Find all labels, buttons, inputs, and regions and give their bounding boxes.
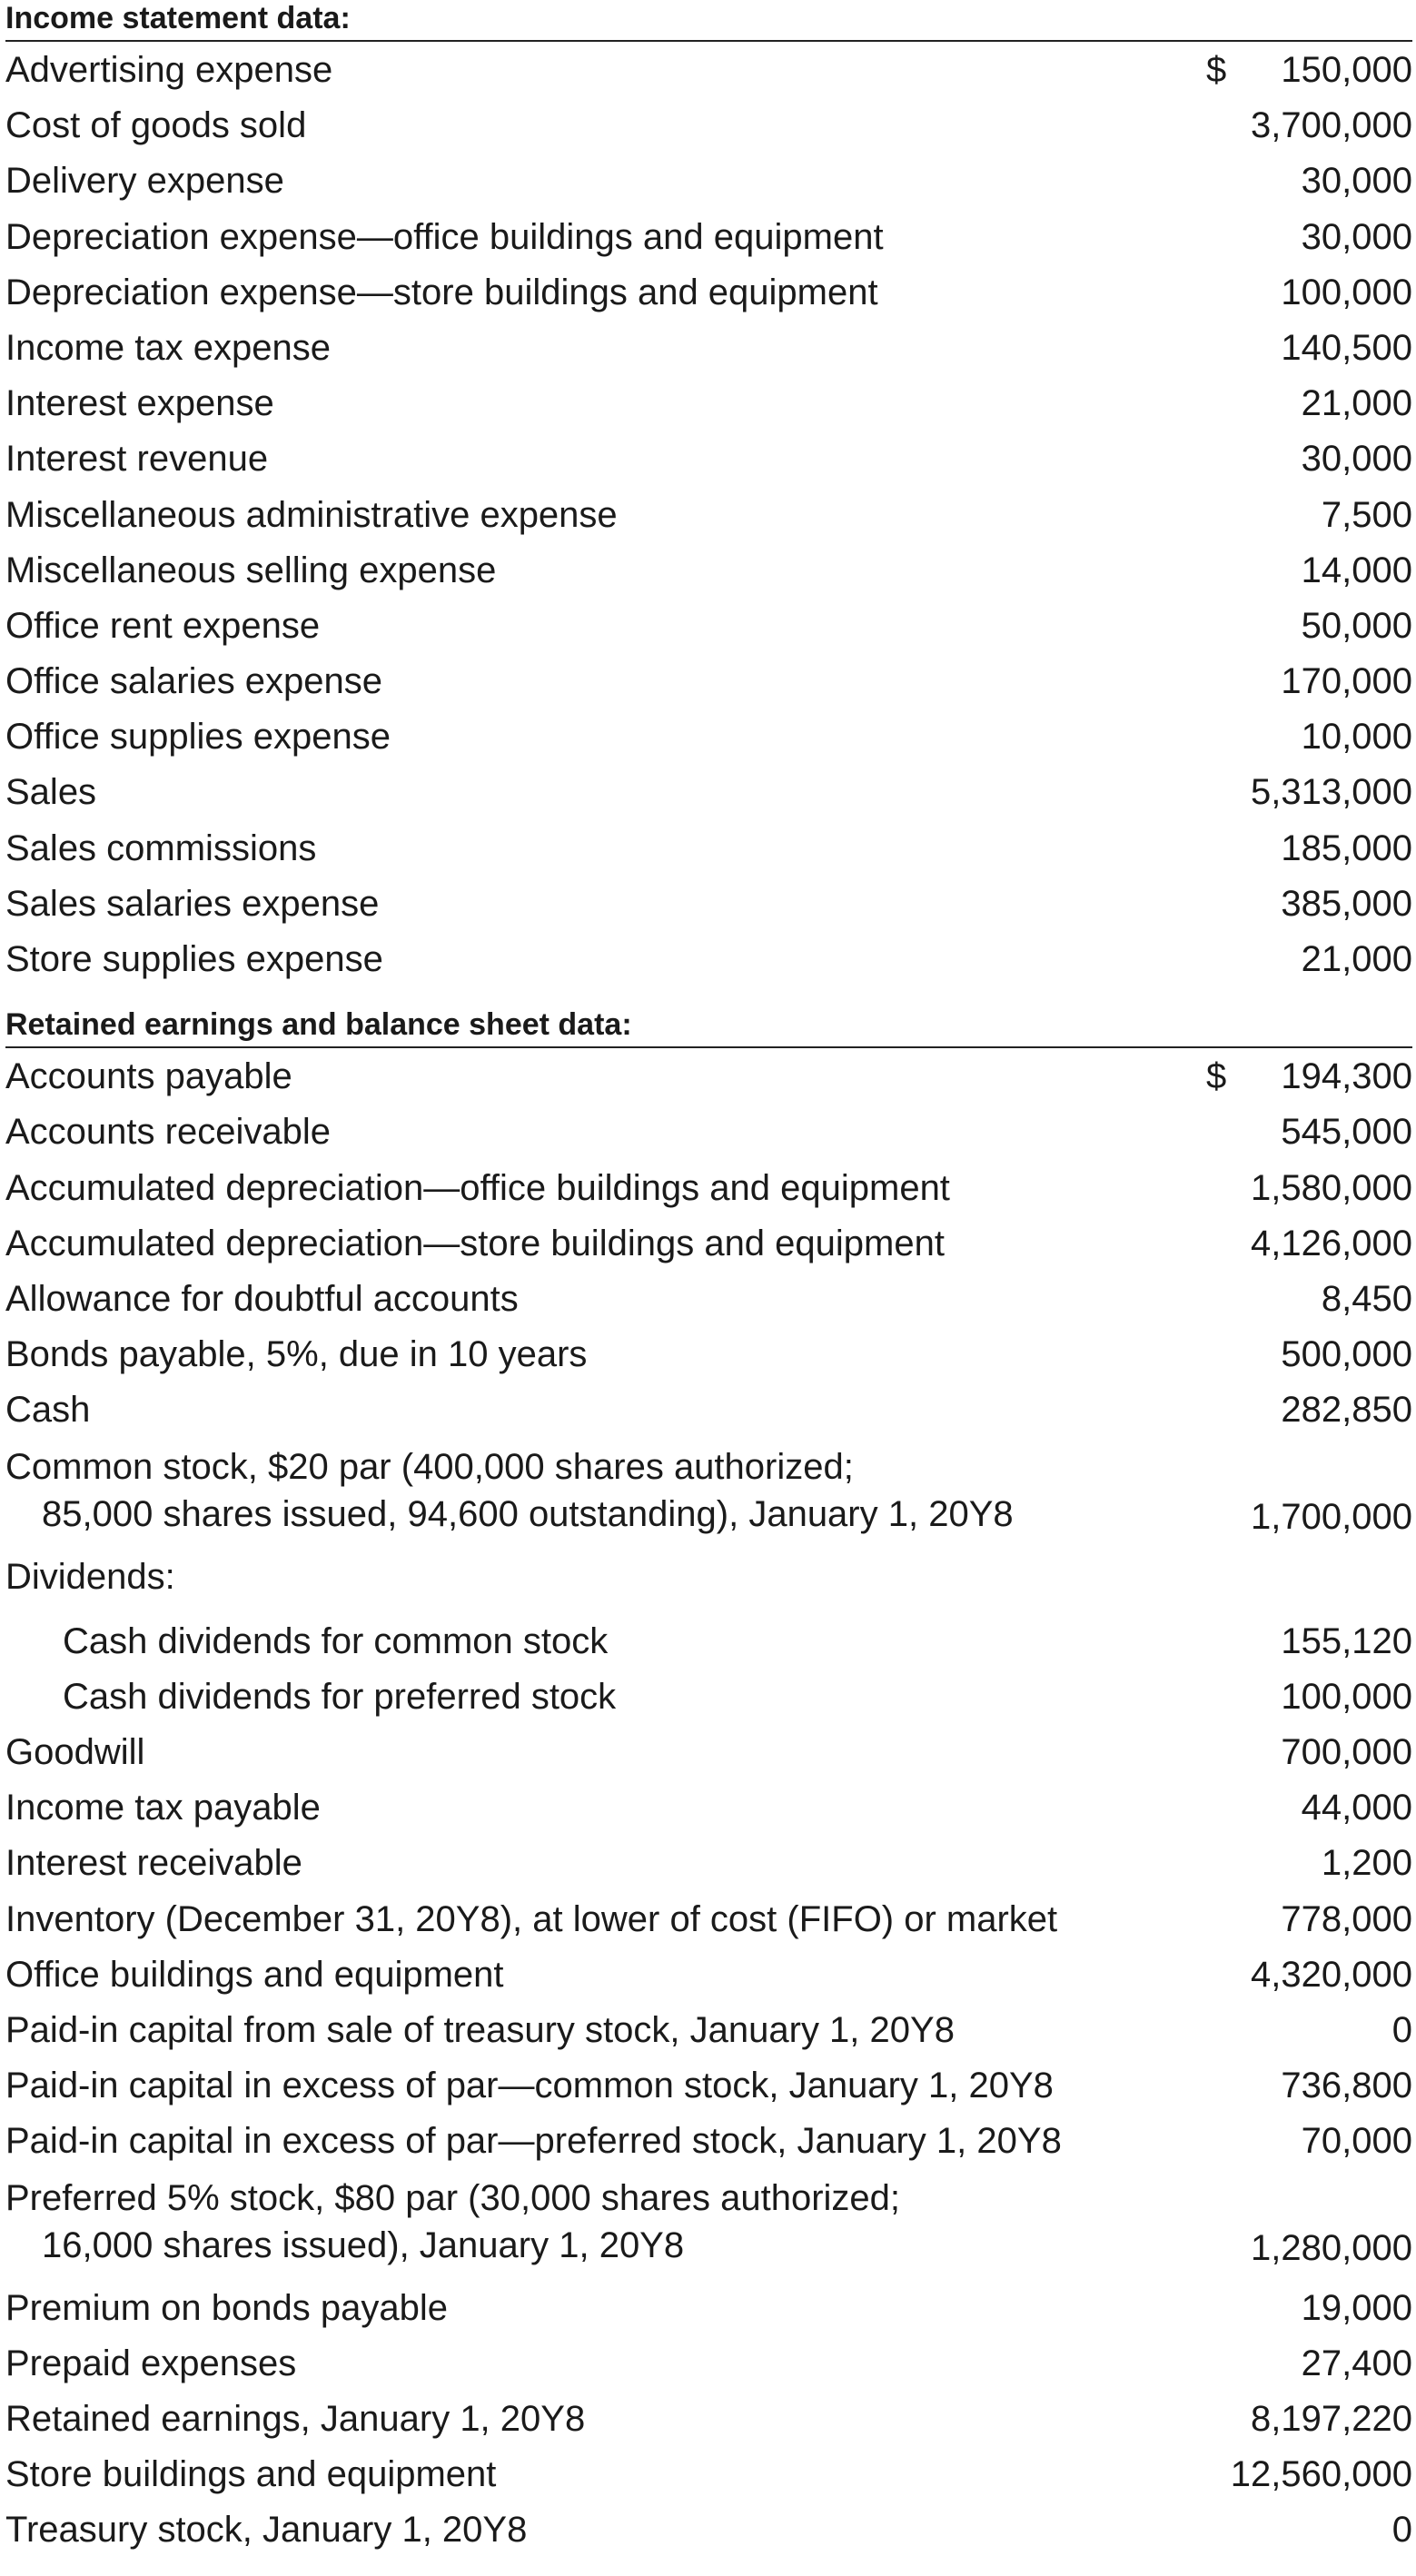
item-value: 155,120 (1281, 1620, 1412, 1661)
item-label: Accounts payable (5, 1056, 292, 1097)
item-label: Income tax expense (5, 327, 331, 368)
item-label: Sales commissions (5, 827, 317, 868)
item-label: Retained earnings, January 1, 20Y8 (5, 2398, 586, 2439)
item-value: 385,000 (1281, 883, 1412, 924)
item-label: Cash (5, 1390, 91, 1431)
list-item (5, 2502, 1412, 2557)
list-item (5, 2335, 1412, 2391)
item-value: 70,000 (1301, 2121, 1412, 2162)
item-value: 8,197,220 (1251, 2398, 1412, 2439)
item-value: 736,800 (1281, 2066, 1412, 2106)
list-item (5, 598, 1412, 653)
item-label: Office buildings and equipment (5, 1954, 504, 1995)
list-item (5, 375, 1412, 431)
item-value: 8,450 (1321, 1278, 1412, 1319)
list-item (5, 1835, 1412, 1890)
list-item (5, 653, 1412, 708)
item-label: Cash dividends for preferred stock (63, 1676, 617, 1717)
list-item (5, 209, 1412, 264)
item-label: Treasury stock, January 1, 20Y8 (5, 2510, 528, 2551)
balance-sheet-heading: Retained earnings and balance sheet data: (5, 1006, 1412, 1048)
item-value: 194,300 (1281, 1056, 1412, 1097)
item-label: Store supplies expense (5, 939, 383, 979)
item-label: Office supplies expense (5, 717, 391, 758)
income-statement-list (5, 42, 1412, 986)
list-item (5, 1048, 1412, 1104)
item-label: Store buildings and equipment (5, 2454, 497, 2495)
item-value: 0 (1391, 2010, 1412, 2050)
item-value: 10,000 (1301, 717, 1412, 758)
item-label (5, 1443, 1014, 1538)
item-value: 0 (1391, 2510, 1412, 2551)
item-label: Depreciation expense—office buildings and equipment (5, 216, 884, 257)
item-value: 3,700,000 (1251, 105, 1412, 146)
list-item (5, 2057, 1412, 2113)
item-value: 14,000 (1301, 550, 1412, 590)
item-label: Miscellaneous administrative expense (5, 494, 618, 535)
item-value: 30,000 (1301, 161, 1412, 202)
item-label: Cash dividends for common stock (63, 1620, 609, 1661)
item-label-line2: 85,000 shares issued, 94,600 outstanding), January 1, 20Y8 (42, 1493, 1014, 1534)
list-item (5, 1947, 1412, 2002)
item-label: Paid-in capital from sale of treasury stock, January 1, 20Y8 (5, 2010, 955, 2050)
item-label: Sales salaries expense (5, 883, 380, 924)
item-label: Inventory (December 31, 20Y8), at lower of cost (FIFO) or market (5, 1898, 1058, 1939)
item-value: 30,000 (1301, 216, 1412, 257)
item-label: Paid-in capital in excess of par—common stock, January 1, 20Y8 (5, 2066, 1054, 2106)
item-value: 150,000 (1281, 50, 1412, 90)
item-value: 5,313,000 (1251, 772, 1412, 813)
item-label: Prepaid expenses (5, 2343, 297, 2383)
item-value: 7,500 (1321, 494, 1412, 535)
item-label: Miscellaneous selling expense (5, 550, 497, 590)
item-label: Allowance for doubtful accounts (5, 1278, 519, 1319)
item-label: Accounts receivable (5, 1112, 331, 1153)
item-value: 1,700,000 (1251, 1496, 1412, 1537)
item-value: 19,000 (1301, 2287, 1412, 2328)
item-value: 1,580,000 (1251, 1167, 1412, 1208)
list-item (5, 2113, 1412, 2168)
item-label: Office salaries expense (5, 661, 383, 702)
item-value: 1,200 (1321, 1843, 1412, 1884)
list-item (5, 1382, 1412, 1437)
list-item (5, 1891, 1412, 1947)
list-item (5, 264, 1412, 320)
list-item (5, 764, 1412, 819)
item-label: Income tax payable (5, 1788, 321, 1828)
item-label-line1: Preferred 5% stock, $80 par (30,000 shares authorized; (5, 2177, 900, 2218)
item-value: 21,000 (1301, 383, 1412, 424)
item-value: 12,560,000 (1230, 2454, 1412, 2495)
item-label: Advertising expense (5, 50, 333, 90)
item-value: 30,000 (1301, 439, 1412, 480)
item-label: Office rent expense (5, 605, 321, 646)
list-item (5, 931, 1412, 986)
currency-symbol: $ (1206, 50, 1227, 90)
item-label: Depreciation expense—store buildings and equipment (5, 272, 878, 312)
list-item (5, 1215, 1412, 1271)
item-value: 545,000 (1281, 1112, 1412, 1153)
item-label: Interest revenue (5, 439, 269, 480)
item-label: Interest expense (5, 383, 274, 424)
item-value: 4,320,000 (1251, 1954, 1412, 1995)
item-label: Cost of goods sold (5, 105, 307, 146)
item-label: Bonds payable, 5%, due in 10 years (5, 1334, 588, 1375)
currency-symbol: $ (1206, 1056, 1227, 1097)
item-value: 185,000 (1281, 827, 1412, 868)
item-label: Accumulated depreciation—store buildings and equipment (5, 1223, 945, 1263)
list-item (5, 1271, 1412, 1326)
item-label: Dividends: (5, 1556, 175, 1597)
item-value: 500,000 (1281, 1334, 1412, 1375)
item-value: 27,400 (1301, 2343, 1412, 2383)
item-label: Paid-in capital in excess of par—preferred stock, January 1, 20Y8 (5, 2121, 1062, 2162)
list-item (5, 2391, 1412, 2446)
item-label: Accumulated depreciation—office buildings and equipment (5, 1167, 950, 1208)
list-item (5, 1549, 1412, 1604)
list-item (5, 2002, 1412, 2057)
list-item (5, 1724, 1412, 1779)
list-item (5, 542, 1412, 598)
list-item (5, 97, 1412, 153)
item-value: 1,280,000 (1251, 2227, 1412, 2268)
list-item (5, 42, 1412, 97)
item-value: 50,000 (1301, 605, 1412, 646)
financial-data-document (5, 0, 1412, 2558)
item-value: 170,000 (1281, 661, 1412, 702)
list-item (5, 1160, 1412, 1215)
item-value: 778,000 (1281, 1898, 1412, 1939)
item-value: 21,000 (1301, 939, 1412, 979)
list-item (5, 1613, 1412, 1669)
balance-sheet-list (5, 1048, 1412, 2557)
item-label (5, 2175, 900, 2269)
list-item (5, 1438, 1412, 1549)
list-item (5, 820, 1412, 876)
item-value: 282,850 (1281, 1390, 1412, 1431)
list-item (5, 153, 1412, 208)
item-label-line2: 16,000 shares issued), January 1, 20Y8 (42, 2224, 685, 2265)
item-value: 44,000 (1301, 1788, 1412, 1828)
item-label: Interest receivable (5, 1843, 302, 1884)
item-value: 100,000 (1281, 1676, 1412, 1717)
list-item (5, 1326, 1412, 1382)
list-item (5, 487, 1412, 542)
item-label-line1: Common stock, $20 par (400,000 shares authorized; (5, 1446, 854, 1487)
list-item (5, 320, 1412, 375)
list-item (5, 2446, 1412, 2502)
list-item (5, 2169, 1412, 2280)
item-value: 4,126,000 (1251, 1223, 1412, 1263)
item-label: Delivery expense (5, 161, 284, 202)
item-value: 700,000 (1281, 1732, 1412, 1773)
item-value: 140,500 (1281, 327, 1412, 368)
item-label: Premium on bonds payable (5, 2287, 448, 2328)
list-item (5, 1669, 1412, 1724)
list-item (5, 2280, 1412, 2335)
item-label: Goodwill (5, 1732, 145, 1773)
item-value: 100,000 (1281, 272, 1412, 312)
income-statement-heading: Income statement data: (5, 0, 1412, 42)
item-label: Sales (5, 772, 97, 813)
list-item (5, 431, 1412, 486)
list-item (5, 876, 1412, 931)
list-item (5, 1779, 1412, 1835)
list-item (5, 708, 1412, 764)
list-item (5, 1104, 1412, 1159)
